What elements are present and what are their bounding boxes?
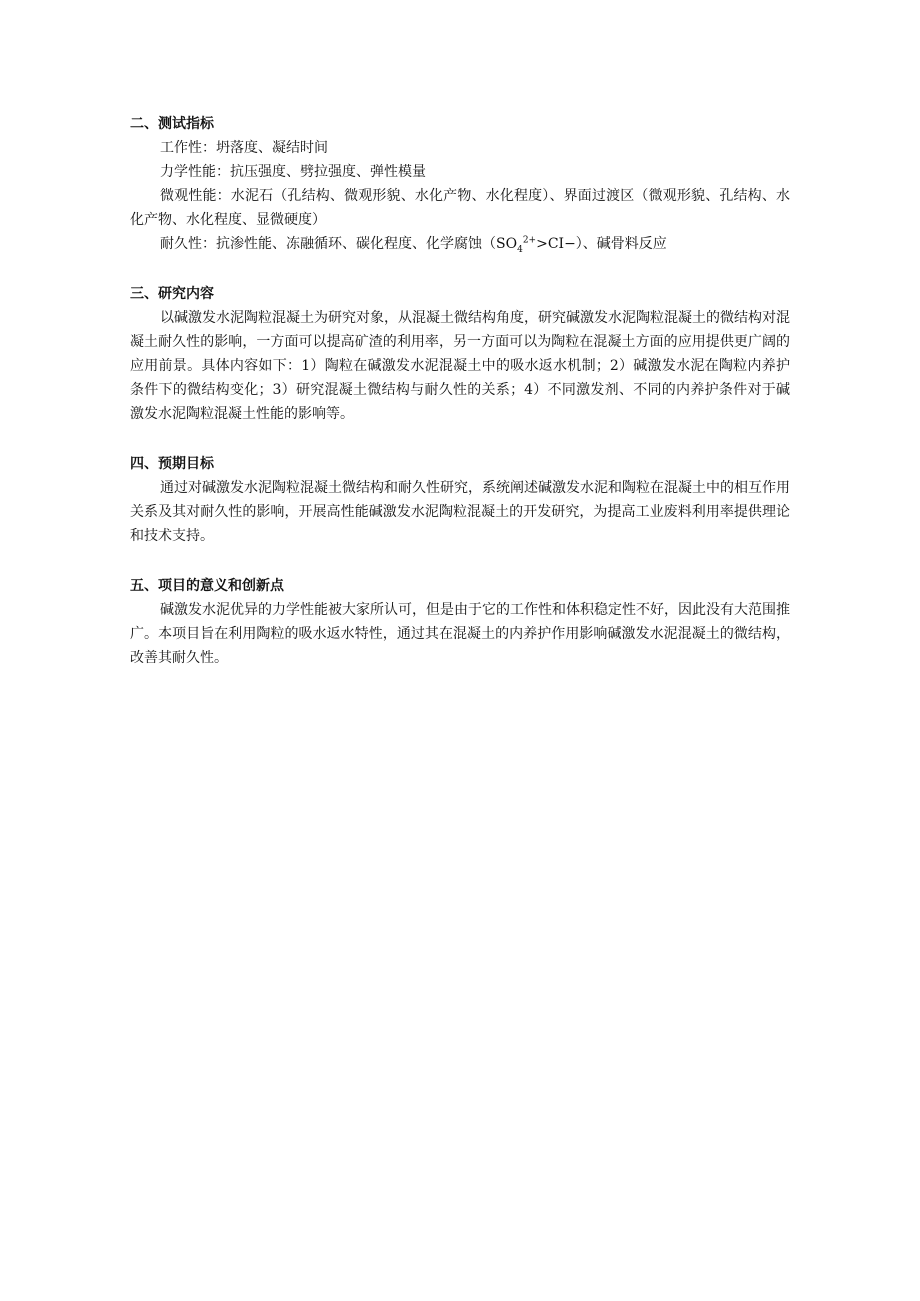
indicator-text: 坍落度、凝结时间 xyxy=(216,140,328,156)
indicator-mechanical xyxy=(130,160,790,184)
section-significance xyxy=(130,574,790,670)
indicator-durability xyxy=(130,232,790,256)
indicator-label: 工作性： xyxy=(160,140,216,156)
section-heading: 三、研究内容 xyxy=(130,286,214,302)
indicator-text: 抗渗性能、冻融循环、碳化程度、化学腐蚀（SO xyxy=(216,236,518,252)
indicator-text-end: >CI−）、碱骨料反应 xyxy=(536,236,667,252)
section-paragraph: 通过对碱激发水泥陶粒混凝土微结构和耐久性研究，系统阐述碱激发水泥和陶粒在混凝土中的相互作用关系及其对耐久性的影响，开展高性能碱激发水泥陶粒混凝土的开发研究，为提高工业废料利用率提供理论和技术支持。 xyxy=(130,480,790,544)
indicator-text: 水泥石（孔结构、微观形貌、水化产物、水化程度）、界面过渡区（微观形貌、孔结构、水化产物、水化程度、显微硬度） xyxy=(130,188,790,228)
indicator-microscopic xyxy=(130,184,790,232)
section-expected-goals xyxy=(130,452,790,548)
section-paragraph: 以碱激发水泥陶粒混凝土为研究对象，从混凝土微结构角度，研究碱激发水泥陶粒混凝土的微结构对混凝土耐久性的影响，一方面可以提高矿渣的利用率，另一方面可以为陶粒在混凝土方面的应用提供更广阔的应用前景。具体内容如下：1）陶粒在碱激发水泥混凝土中的吸水返水机制；2）碱激发水泥在陶粒内养护条件下的微结构变化；3）研究混凝土微结构与耐久性的关系；4）不同激发剂、不同的内养护条件对于碱激发水泥陶粒混凝土性能的影响等。 xyxy=(130,310,790,422)
section-research-content xyxy=(130,282,790,426)
indicator-label: 微观性能： xyxy=(160,188,231,204)
superscript: 2+ xyxy=(522,235,537,246)
indicator-label: 耐久性： xyxy=(160,236,216,252)
indicator-text: 抗压强度、劈拉强度、弹性模量 xyxy=(230,164,426,180)
section-test-indicators xyxy=(130,112,790,256)
document-page xyxy=(130,112,790,696)
section-paragraph: 碱激发水泥优异的力学性能被大家所认可，但是由于它的工作性和体积稳定性不好，因此没有大范围推广。本项目旨在利用陶粒的吸水返水特性，通过其在混凝土的内养护作用影响碱激发水泥混凝土的微结构，改善其耐久性。 xyxy=(130,602,790,666)
subscript: 4 xyxy=(517,244,523,255)
indicator-workability xyxy=(130,136,790,160)
section-heading: 五、项目的意义和创新点 xyxy=(130,578,284,594)
indicator-label: 力学性能： xyxy=(160,164,230,180)
section-heading: 四、预期目标 xyxy=(130,456,214,472)
section-heading: 二、测试指标 xyxy=(130,116,214,132)
